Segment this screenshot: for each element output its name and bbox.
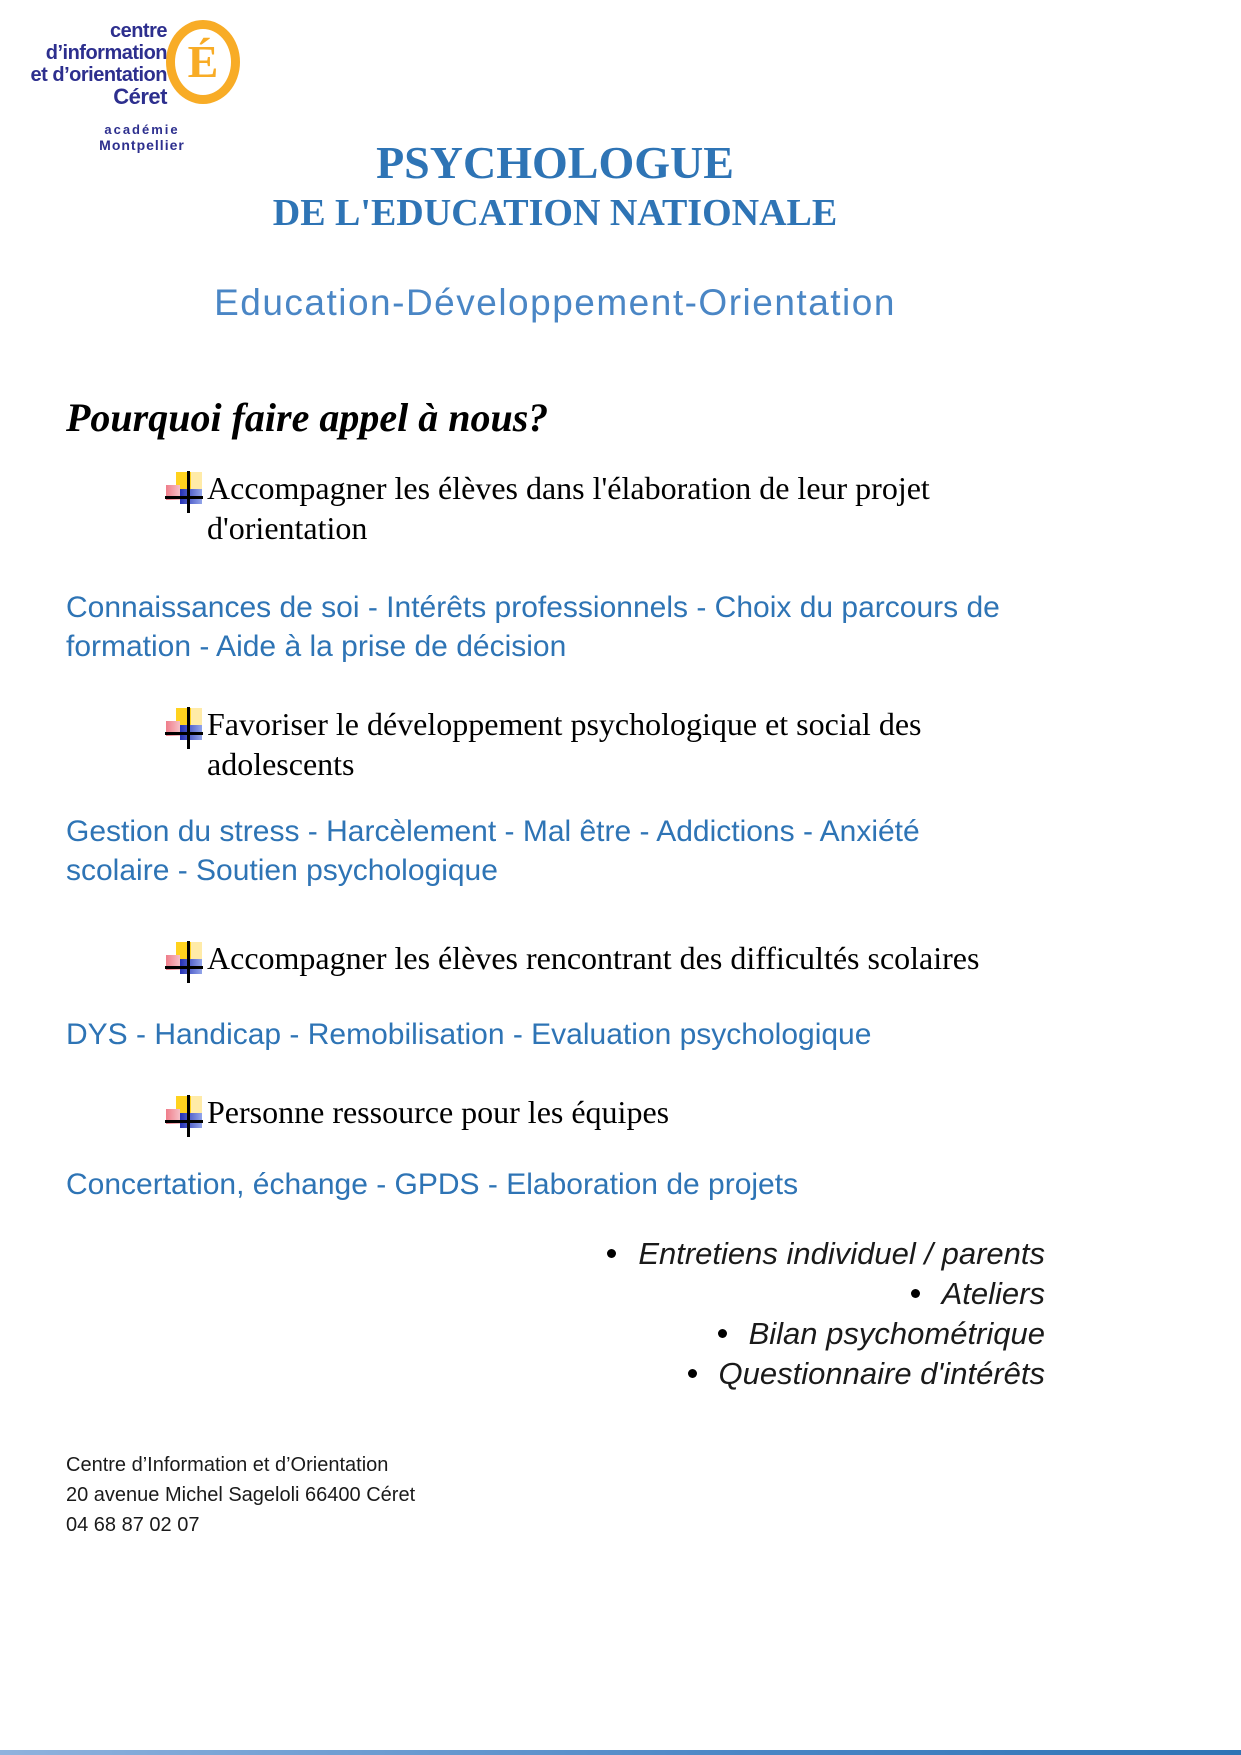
bullet-dot-icon xyxy=(911,1289,920,1298)
logo-academy-line1: académie xyxy=(104,122,180,137)
bullet-item xyxy=(0,938,1241,983)
title-line1: PSYCHOLOGUE xyxy=(376,137,734,188)
bullet-dot-icon xyxy=(688,1369,697,1378)
services-list xyxy=(0,1234,1241,1394)
service-label: Ateliers xyxy=(941,1275,1045,1311)
logo-academy xyxy=(72,122,212,153)
plus-bullet-icon xyxy=(165,1095,203,1137)
title-line2: DE L'EDUCATION NATIONALE xyxy=(272,191,838,234)
section-heading: Pourquoi faire appel à nous? xyxy=(66,394,549,440)
logo-e-letter: É xyxy=(187,36,219,87)
bullet-text: Personne ressource pour les équipes xyxy=(207,1093,670,1130)
logo-ring-icon xyxy=(166,20,240,104)
bullet-text: Favoriser le développement psychologique et social des adolescents xyxy=(207,705,922,782)
bullet-text: Accompagner les élèves dans l'élaboration de leur projet d'orientation xyxy=(207,469,930,546)
logo-text-city: Céret xyxy=(113,84,167,109)
bullet-item xyxy=(0,1092,1241,1137)
logo-academy-line2: Montpellier xyxy=(99,137,185,153)
bullet-item xyxy=(0,468,1241,548)
detail-text: Connaissances de soi - Intérêts professionnels - Choix du parcours de formation - Aide à la prise de décision xyxy=(66,590,1000,663)
logo-text-line2: et d’orientation xyxy=(30,64,167,86)
footer-phone: 04 68 87 02 07 xyxy=(66,1513,200,1536)
list-item xyxy=(0,1354,1045,1394)
cio-logo xyxy=(30,20,250,153)
service-label: Entretiens individuel / parents xyxy=(638,1235,1045,1271)
subtitle: Education-Développement-Orientation xyxy=(214,281,896,323)
bullet-item xyxy=(0,704,1241,784)
logo-text xyxy=(30,20,167,108)
plus-bullet-icon xyxy=(165,707,203,749)
list-item xyxy=(0,1274,1045,1314)
footer-contact xyxy=(0,1450,1241,1540)
list-item xyxy=(0,1314,1045,1354)
detail-text: Concertation, échange - GPDS - Elaboration de projets xyxy=(66,1167,799,1201)
footer-org-name: Centre d’Information et d’Orientation xyxy=(66,1453,389,1476)
detail-text: Gestion du stress - Harcèlement - Mal être - Addictions - Anxiété scolaire - Soutien psychologique xyxy=(66,814,920,887)
list-item xyxy=(0,1234,1045,1274)
bullet-dot-icon xyxy=(607,1249,616,1258)
logo-text-line1: centre d’information xyxy=(45,20,167,64)
plus-bullet-icon xyxy=(165,471,203,513)
detail-text: DYS - Handicap - Remobilisation - Evaluation psychologique xyxy=(66,1017,872,1051)
plus-bullet-icon xyxy=(165,941,203,983)
service-label: Bilan psychométrique xyxy=(748,1315,1045,1351)
service-label: Questionnaire d'intérêts xyxy=(718,1355,1045,1391)
bullet-text: Accompagner les élèves rencontrant des difficultés scolaires xyxy=(207,939,980,976)
bullet-dot-icon xyxy=(718,1329,727,1338)
footer-address: 20 avenue Michel Sageloli 66400 Céret xyxy=(66,1483,416,1506)
bottom-rule xyxy=(0,1750,1241,1755)
